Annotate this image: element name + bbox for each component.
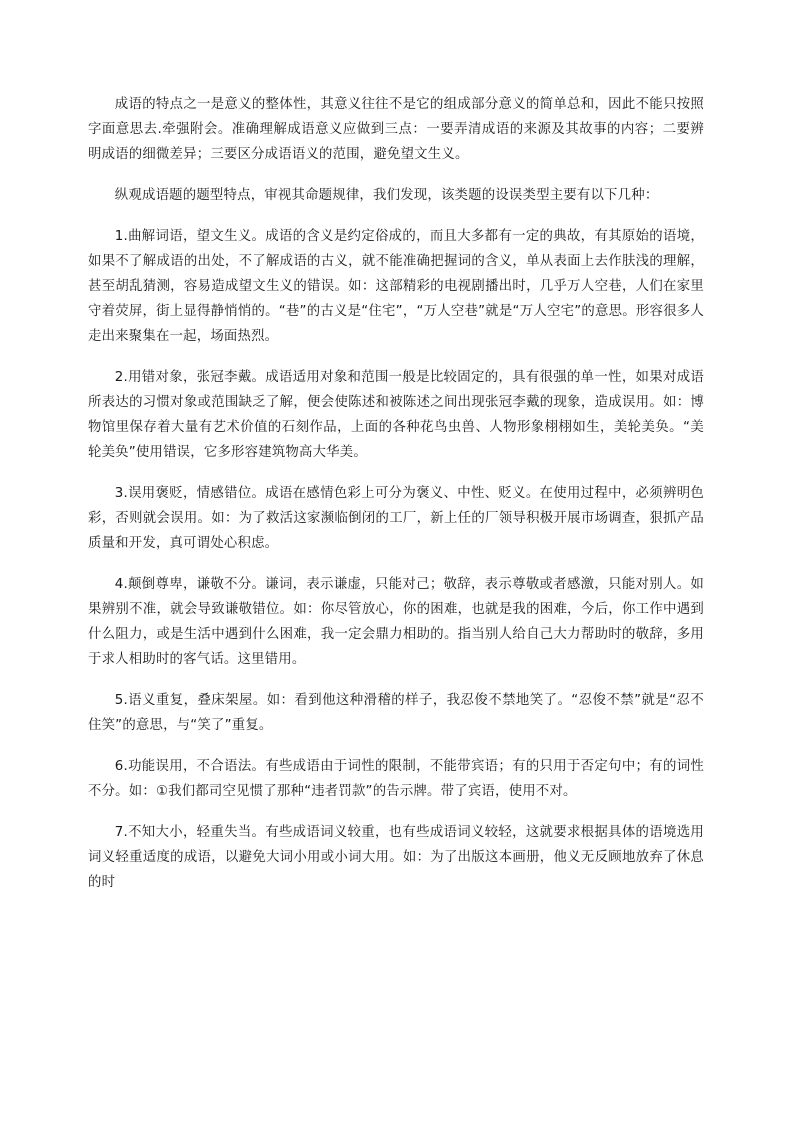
paragraph-type-4: 4.颠倒尊卑，谦敬不分。谦词，表示谦虚，只能对己；敬辞，表示尊敬或者感激，只能对别人。如果辨别不准，就会导致谦敬错位。如：你尽管放心，你的困难，也就是我的困难，今后，你工作中遇到什么阻力，或是生活中遇到什么困难，我一定会鼎力相助的。指当别人给自己大力帮助时的敬辞，多用于求人相助时的客气话。这里错用。 <box>88 577 704 667</box>
document-body <box>88 92 704 911</box>
paragraph-type-5: 5.语义重复，叠床架屋。如：看到他这种滑稽的样子，我忍俊不禁地笑了。“忍俊不禁”就是“忍不住笑”的意思，与“笑了”重复。 <box>88 693 704 733</box>
paragraph-type-3: 3.误用褒贬，情感错位。成语在感情色彩上可分为褒义、中性、贬义。在使用过程中，必须辨明色彩，否则就会误用。如：为了救活这家濒临倒闭的工厂，新上任的厂领导积极开展市场调查，狠抓产品质量和开发，真可谓处心积虑。 <box>88 486 704 551</box>
paragraph-type-7: 7.不知大小，轻重失当。有些成语词义较重，也有些成语词义较轻，这就要求根据具体的语境选用词义轻重适度的成语，以避免大词小用或小词大用。如：为了出版这本画册，他义无反顾地放弃了休息的时 <box>88 825 704 890</box>
paragraph-overview: 纵观成语题的题型特点，审视其命题规律，我们发现，该类题的设误类型主要有以下几种： <box>114 188 659 203</box>
paragraph-type-1: 1.曲解词语，望文生义。成语的含义是约定俗成的，而且大多都有一定的典故，有其原始的语境，如果不了解成语的出处，不了解成语的古义，就不能准确把握词的含义，单从表面上去作肤浅的理解，甚至胡乱猜测，容易造成望文生义的错误。如：这部精彩的电视剧播出时，几乎万人空巷，人们在家里守着荧屏，街上显得静悄悄的。“巷”的古义是“住宅”，“万人空巷”就是“万人空宅”的意思。形容很多人走出来聚集在一起，场面热烈。 <box>88 229 704 344</box>
paragraph-type-6: 6.功能误用，不合语法。有些成语由于词性的限制，不能带宾语；有的只用于否定句中；有的词性不分。如：①我们都司空见惯了那种“违者罚款”的告示牌。带了宾语，使用不对。 <box>88 759 704 799</box>
paragraph-type-2: 2.用错对象，张冠李戴。成语适用对象和范围一般是比较固定的，具有很强的单一性，如果对成语所表达的习惯对象或范围缺乏了解，便会使陈述和被陈述之间出现张冠李戴的现象，造成误用。如：博物馆里保存着大量有艺术价值的石刻作品，上面的各种花鸟虫兽、人物形象栩栩如生，美轮美奂。“美轮美奂”使用错误，它多形容建筑物高大华美。 <box>88 370 704 460</box>
paragraph-intro: 成语的特点之一是意义的整体性，其意义往往不是它的组成部分意义的简单总和，因此不能只按照字面意思去.牵强附会。准确理解成语意义应做到三点：一要弄清成语的来源及其故事的内容；二要辨明成语的细微差异；三要区分成语语义的范围，避免望文生义。 <box>88 97 704 162</box>
